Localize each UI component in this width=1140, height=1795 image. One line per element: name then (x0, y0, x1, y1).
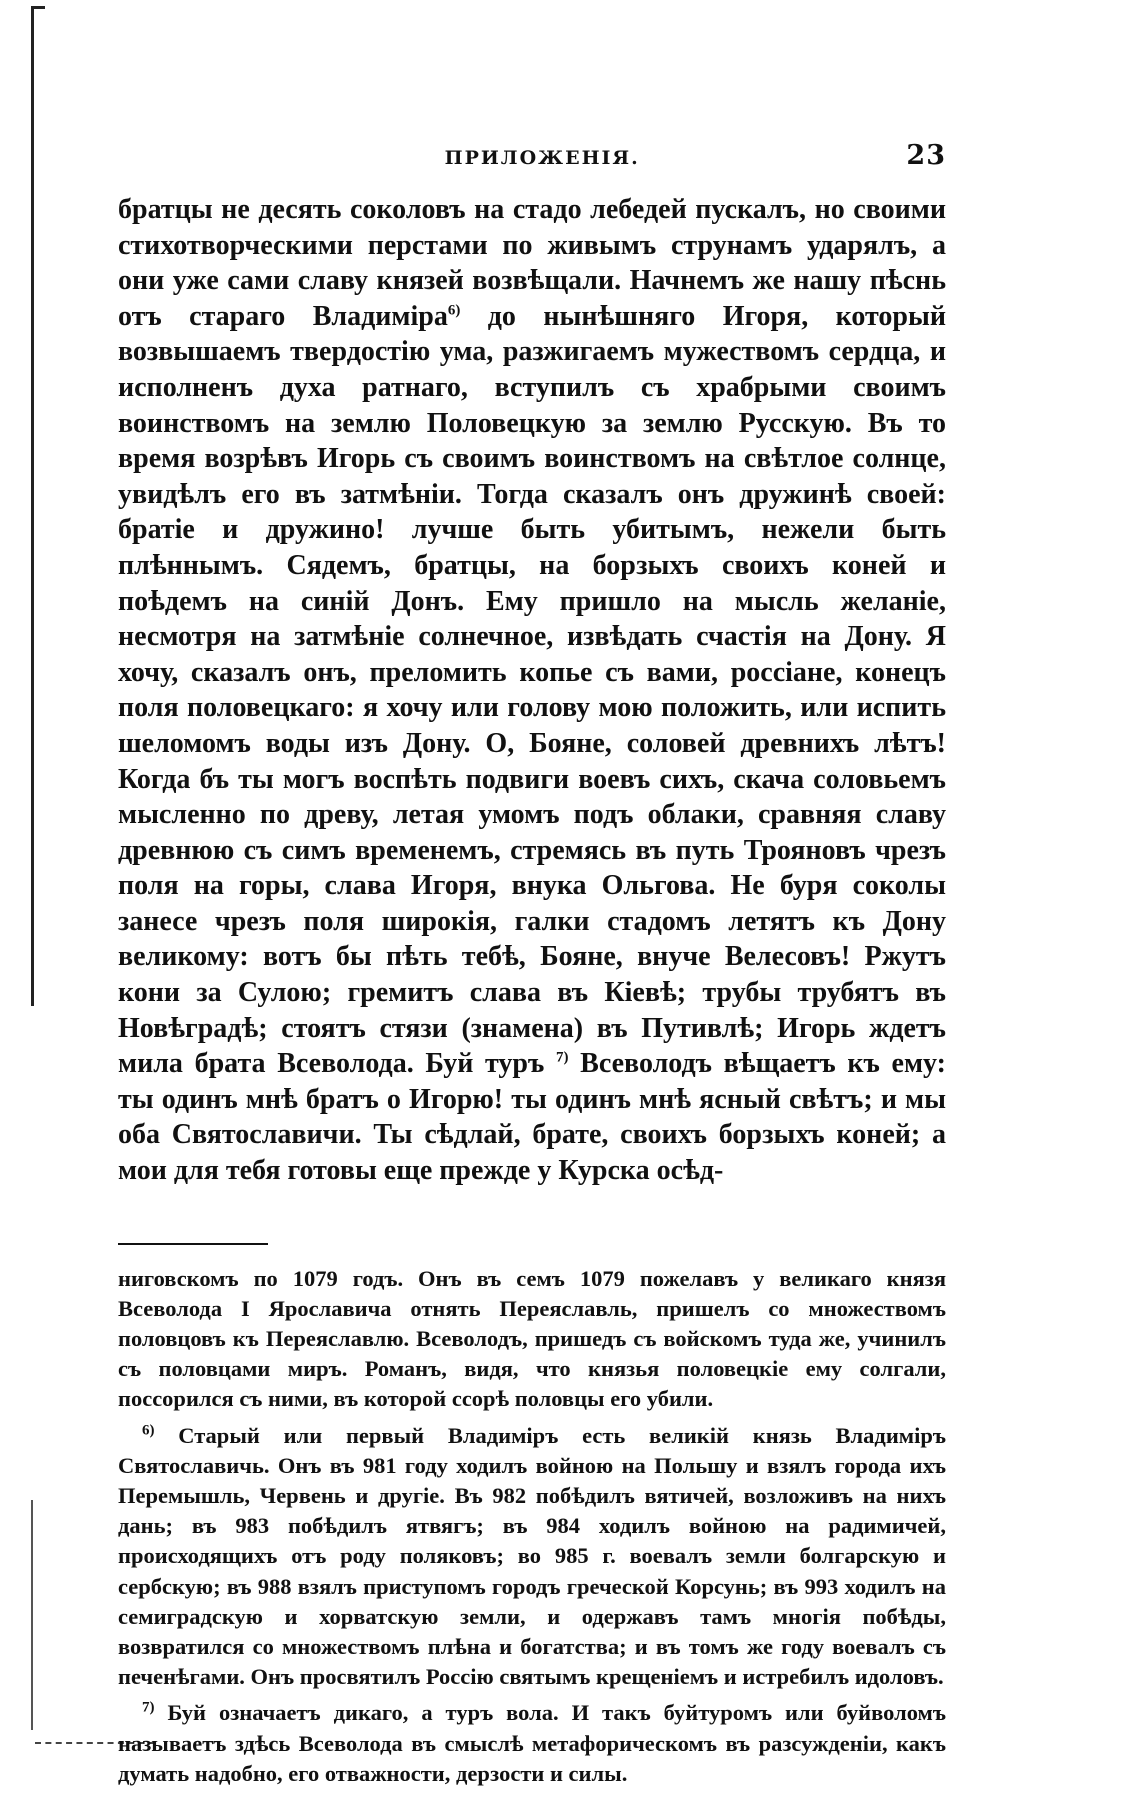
footnotes (118, 1264, 946, 1789)
footnote-6 (118, 1421, 946, 1693)
footnote-7 (118, 1698, 946, 1789)
scan-edge-left (31, 6, 34, 1006)
footnote-separator (118, 1243, 268, 1245)
main-text-part-2: до нынѣшняго Игоря, который возвышаемъ твердостію ума, разжигаемъ мужествомъ сердца, и исполненъ духа ратнаго, вступилъ съ храбрыми своимъ воинствомъ на землю Половецкую за землю Русскую. Въ то время возрѣвъ Игорь съ своимъ воинствомъ на свѣтлое солнце, увидѣлъ его въ затмѣніи. Тогда сказалъ онъ дружинѣ своей: братіе и дружино! лучше быть убитымъ, нежели быть плѣннымъ. Сядемъ, братцы, на борзыхъ своихъ коней и поѣдемъ на синій Донъ. Ему пришло на мысль желаніе, несмотря на затмѣніе солнечное, извѣдать счастія на Дону. Я хочу, сказалъ онъ, преломить копье съ вами, россіане, конецъ поля половецкаго: я хочу или голову мою положить, или испить шеломомъ воды изъ Дону. О, Бояне, соловей древнихъ лѣтъ! Когда бъ ты могъ воспѣть подвиги воевъ сихъ, скача соловьемъ мысленно по древу, летая умомъ подъ облаки, сравняя славу древнюю съ симъ временемъ, стремясь въ путь Трояновъ чрезъ поля на горы, слава Игоря, внука Ольгова. Не буря соколы занесе чрезъ поля широкія, галки стадомъ летятъ къ Дону великому: вотъ бы пѣть тебѣ, Бояне, внуче Велесовъ! Ржутъ кони за Сулою; гремитъ слава въ Кіевѣ; трубы трубятъ въ Новѣградѣ; стоятъ стязи (знамена) въ Путивлѣ; Игорь ждетъ мила брата Всеволода. Буй туръ (118, 300, 946, 1080)
footnote-6-mark: 6) (142, 1422, 155, 1439)
footnote-6-text: Старый или первый Владиміръ есть великій князь Владиміръ Святославичь. Онъ въ 981 году ходилъ войною на Польшу и взялъ города ихъ Перемышль, Червень и другіе. Въ 982 побѣдилъ вятичей, возложивъ на нихъ дань; въ 983 побѣдилъ ятвягъ; въ 984 ходилъ войною на радимичей, происходящихъ отъ роду поляковъ; во 985 г. воевалъ земли болгарскую и сербскую; въ 988 взялъ приступомъ городъ греческой Корсунь; въ 993 ходилъ на семиградскую и хорватскую земли, и одержавъ тамъ многія побѣды, возвратился со множествомъ плѣна и богатства; и въ томъ же году воевалъ съ печенѣгами. Онъ просвятилъ Россію святымъ крещеніемъ и истребилъ идоловъ. (118, 1422, 946, 1690)
footnote-7-mark: 7) (142, 1699, 155, 1716)
footnote-ref-6: 6) (447, 302, 461, 319)
book-page (118, 140, 946, 1795)
footnote-continuation: ниговскомъ по 1079 годъ. Онъ въ семъ 1079 пожелавъ у великаго князя Всеволода I Ярославича отнять Переяславль, пришелъ со множествомъ половцовъ къ Переяславлю. Всеволодъ, пришедъ съ войскомъ туда же, учинилъ съ половцами миръ. Романъ, видя, что князья половецкіе ему солгали, поссорился съ ними, въ которой ссорѣ половцы его убили. (118, 1265, 946, 1412)
main-text (118, 192, 946, 1189)
main-text-part-1: братцы не десять соколовъ на стадо лебедей пускалъ, но своими стихотворческими перстами по живымъ струнамъ ударялъ, а они уже сами славу князей возвѣщали. Начнемъ же нашу пѣснь отъ стараго Владиміра (118, 194, 946, 332)
running-title: ПРИЛОЖЕНІЯ. (444, 147, 640, 169)
scan-edge-left-bottom (31, 1500, 33, 1730)
footnote-ref-7: 7) (555, 1049, 569, 1066)
page-number: 23 (906, 140, 946, 171)
footnote-7-text: Буй означаетъ дикаго, а туръ вола. И такъ буйтуромъ или буйволомъ называетъ здѣсь Всеволода въ смыслѣ метафорическомъ въ разсужденіи, какъ думать надобно, его отважности, дерзости и силы. (118, 1700, 946, 1786)
main-text-part-3: Всеволодъ вѣщаетъ къ ему: ты одинъ мнѣ братъ о Игорю! ты одинъ мнѣ ясный свѣтъ; и мы оба Святославичи. Ты сѣдлай, брате, своихъ борзыхъ коней; а мои для тебя готовы еще прежде у Курска осѣд- (118, 1048, 946, 1187)
running-head (118, 140, 946, 180)
